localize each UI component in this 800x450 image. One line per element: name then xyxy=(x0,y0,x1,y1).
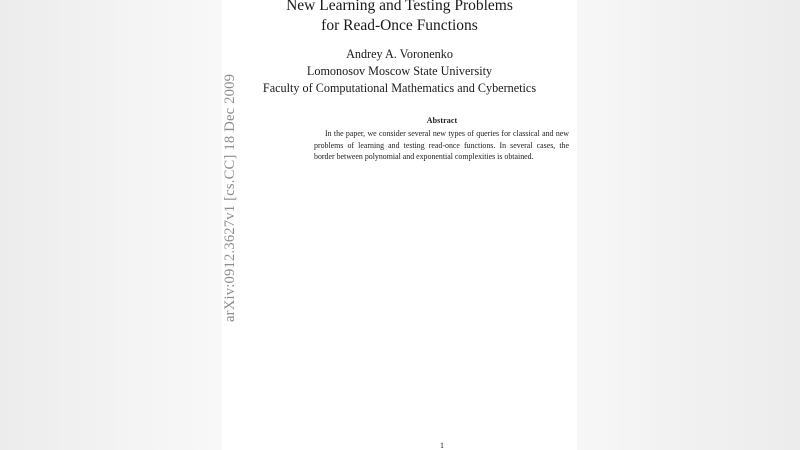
author-name: Andrey A. Voronenko xyxy=(346,47,453,61)
author-block xyxy=(222,46,577,97)
right-margin-backdrop xyxy=(577,0,800,450)
affiliation-line-2: Faculty of Computational Mathematics and Cybernetics xyxy=(262,81,537,95)
paper-title-line-2: for Read-Once Functions xyxy=(321,17,478,34)
arxiv-identifier-stamp: arXiv:0912.3627v1 [cs.CC] 18 Dec 2009 xyxy=(222,73,238,322)
abstract-text: In the paper, we consider several new types of queries for classical and new problems of learning and testing read-once functions. In several cases, the border between polynomial and exponential complexities is obtained. xyxy=(314,129,569,162)
paper-title-line-1: New Learning and Testing Problems xyxy=(286,0,513,14)
left-margin-backdrop xyxy=(0,0,222,450)
paper-page xyxy=(222,0,577,450)
page-number: 1 xyxy=(440,441,444,450)
abstract-heading: Abstract xyxy=(426,116,458,125)
affiliation-line-1: Lomonosov Moscow State University xyxy=(306,64,493,78)
paper-title xyxy=(222,0,577,36)
